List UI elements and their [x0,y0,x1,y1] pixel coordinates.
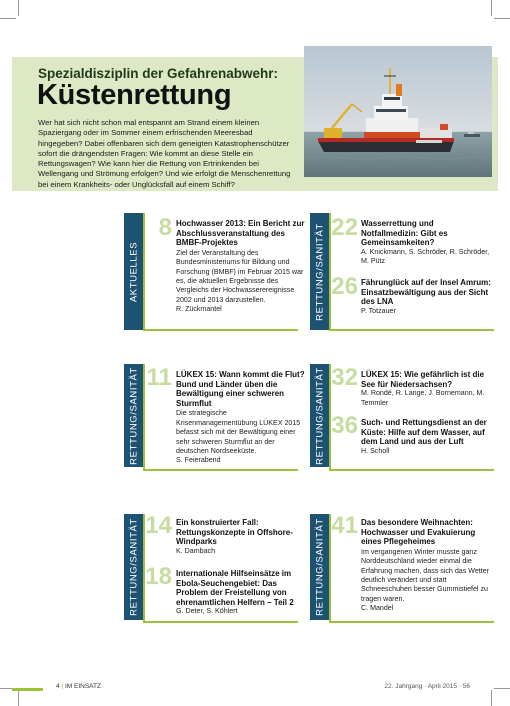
page-title: Küstenrettung [37,79,232,111]
page-number: 14 [145,512,172,539]
entry-title[interactable]: LÜKEX 15: Wann kommt die Flut? Bund und Länder üben die Bewältigung einer schweren Sturmflut [176,370,305,408]
header-kicker: Spezialdisziplin der Gefahrenabwehr: [38,66,279,81]
crop-mark [491,0,492,16]
entry-title[interactable]: Hochwasser 2013: Ein Bericht zur Abschlussveranstaltung des BMBF-Projektes [176,219,305,248]
entry-author: M. Rondé, R. Lange, J. Bornemann, M. Temmler [361,389,485,407]
accent-line [329,621,494,623]
entry-author: H. Scholl [361,446,390,455]
category-tab-rettung-sanitaet: RETTUNG/SANITÄT [310,364,329,467]
category-tab-aktuelles: AKTUELLES [124,213,143,330]
entry-summary: Ziel der Veranstaltung des Bundesministeriums für Bildung und Forschung (BMBF) im Februar 2015 war es, die aktuellen Ergebnisse des Vergleichs der Hochwasserereignisse 2002 und 2013 darzustellen. [176,248,304,304]
entry-author: P. Totzauer [361,306,396,315]
entry-author: G. Deter, S. Köhlert [176,607,238,616]
category-tab-rettung-sanitaet: RETTUNG/SANITÄT [310,514,329,620]
entry-title[interactable]: Das besondere Weihnachten: Hochwasser und Evakuierung eines Pflegeheimes [361,518,476,547]
entry-author: C. Mandel [361,604,394,613]
entry-title[interactable]: Internationale Hilfseinsätze im Ebola-Seuchengebiet: Das Problem der Freistellung von ehrenamtlichen Helfern – Teil 2 [176,569,294,607]
entry-author: S. Feierabend [176,456,221,465]
crop-mark [18,0,19,16]
category-tab-rettung-sanitaet: RETTUNG/SANITÄT [124,364,143,467]
entry-title[interactable]: Ein konstruierter Fall: Rettungskonzepte in Offshore-Windparks [176,518,293,547]
crop-mark [18,690,19,706]
footer-issue: 22. Jahrgang · April 2015 · 56 [384,683,470,690]
rescue-ship-photo [304,46,492,177]
accent-line [143,621,298,623]
entry-title[interactable]: Fährunglück auf der Insel Amrum: Einsatzbewältigung aus der Sicht des LNA [361,278,491,307]
footer-accent-line [12,688,43,691]
category-tab-rettung-sanitaet: RETTUNG/SANITÄT [124,514,143,620]
accent-line [143,469,298,471]
entry-title[interactable]: LÜKEX 15: Wie gefährlich ist die See für Niedersachsen? [361,370,485,389]
accent-line [329,469,494,471]
entry-author: A. Knickmann, S. Schröder, R. Schröder, M. Pütz [361,247,490,266]
page-number: 11 [146,364,172,391]
page-number: 36 [331,412,358,439]
crop-mark [491,690,492,706]
entry-summary: Die strategische Krisenmanagementübung LÜKEX 2015 befasst sich mit der Bewältigung einer sehr schweren Sturmflut an der deutschen Nordseeküste. [176,409,301,455]
footer-page-number: 4 | IM EINSATZ [56,683,101,690]
page-number: 18 [145,563,172,590]
entry-author: R. Zückmantel [176,305,222,314]
intro-paragraph: Wer hat sich nicht schon mal entspannt am Strand einem kleinen Spaziergang oder im Sommer einem erfrischenden Meeresbad hingegeben? Dabei offenbaren sich dem geneigten Katastrophenschützer sofort die drängendsten Fragen: Wie kommt an diese Stelle ein Rettungswagen? Wie kann hier die Rettung von Ertrinkenden bei Wellengang und Strömung erfolgen? Und wie erfolgt die Menschenrettung bei einem Krankheits- oder Unglücksfall auf einem Schiff? [38,118,291,189]
page-number: 22 [331,214,358,241]
accent-line [143,329,298,331]
crop-mark [494,18,510,19]
page-number: 41 [331,512,358,539]
entry-title[interactable]: Wasserrettung und Notfallmedizin: Gibt es Gemeinsamkeiten? [361,219,448,248]
magazine-name: IM EINSATZ [64,683,101,690]
crop-mark [494,688,510,689]
page-number: 8 [158,214,172,241]
page-number: 32 [331,364,358,391]
entry-title[interactable]: Such- und Rettungsdienst an der Küste: Hilfe auf dem Wasser, auf dem Land und aus der Luft [361,418,487,447]
accent-line [329,329,494,331]
page-number: 26 [331,273,358,300]
category-tab-rettung-sanitaet: RETTUNG/SANITÄT [310,213,329,330]
entry-summary: Im vergangenen Winter musste ganz Norddeutschland wieder einmal die Erfahrung machen, dass sich das Wetter deutlich verändert und statt Schneeschuhen besser Gummistiefel zu tragen waren. [361,547,490,603]
entry-author: K. Dambach [176,546,216,555]
crop-mark [0,18,16,19]
